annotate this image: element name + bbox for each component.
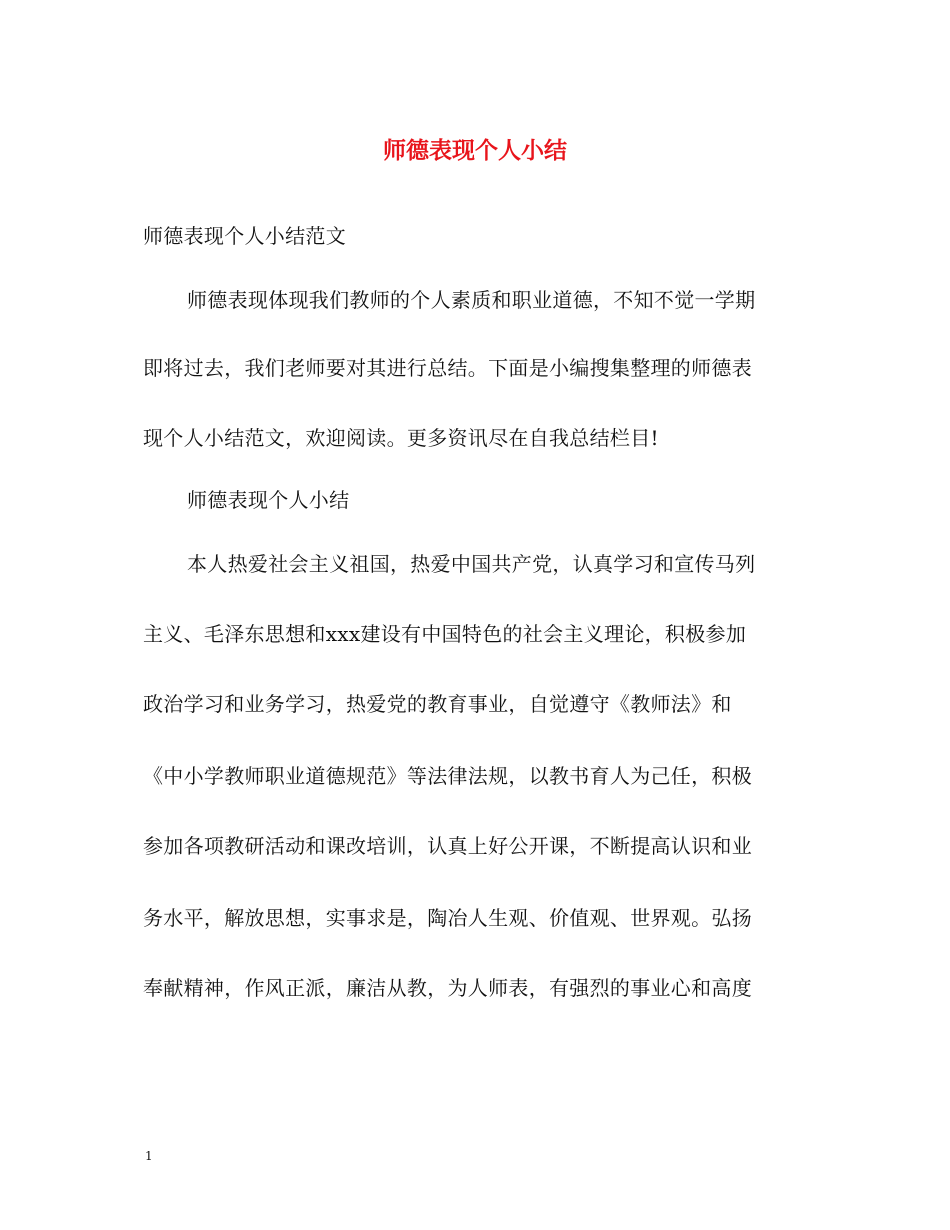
page-number: 1 [145, 1149, 153, 1163]
paragraph-line: 主义、毛泽东思想和xxx建设有中国特色的社会主义理论，积极参加 [143, 622, 747, 646]
paragraph-line: 师德表现体现我们教师的个人素质和职业道德，不知不觉一学期 [187, 288, 756, 312]
paragraph-line: 现个人小结范文，欢迎阅读。更多资讯尽在自我总结栏目! [143, 426, 659, 450]
paragraph-line: 政治学习和业务学习，热爱党的教育事业，自觉遵守《教师法》和 [143, 692, 732, 716]
paragraph-line: 参加各项教研活动和课改培训，认真上好公开课，不断提高认识和业 [143, 834, 752, 858]
paragraph-line: 即将过去，我们老师要对其进行总结。下面是小编搜集整理的师德表 [143, 356, 752, 380]
paragraph-line: 本人热爱社会主义祖国，热爱中国共产党，认真学习和宣传马列 [187, 552, 756, 576]
section-heading-line: 师德表现个人小结 [187, 488, 350, 512]
paragraph-line: 奉献精神，作风正派，廉洁从教，为人师表，有强烈的事业心和高度 [143, 976, 752, 1000]
document-title: 师德表现个人小结 [383, 137, 567, 164]
subtitle-line: 师德表现个人小结范文 [143, 224, 346, 248]
paragraph-line: 务水平，解放思想，实事求是，陶冶人生观、价值观、世界观。弘扬 [143, 906, 752, 930]
paragraph-line: 《中小学教师职业道德规范》等法律法规，以教书育人为己任，积极 [143, 764, 752, 788]
